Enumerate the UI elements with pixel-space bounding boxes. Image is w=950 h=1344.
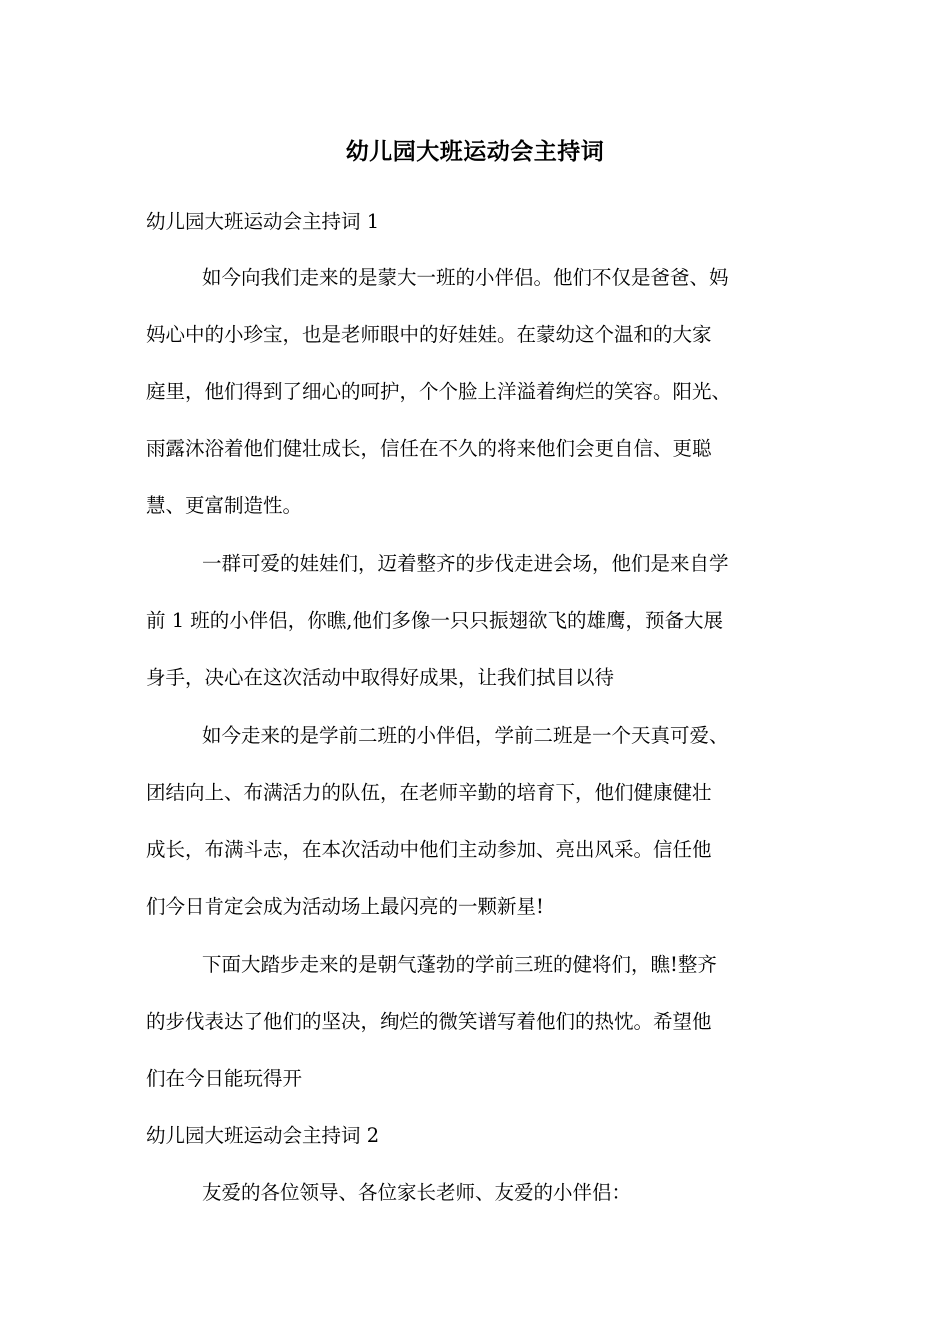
text-line: 友爱的各位领导、各位家长老师、友爱的小伴侣： <box>202 1181 632 1204</box>
text-line: 们今日肯定会成为活动场上最闪亮的一颗新星! <box>146 895 544 918</box>
text-line: 慧、更富制造性。 <box>146 494 303 517</box>
text-line: 成长，布满斗志，在本次活动中他们主动参加、亮出风采。信任他 <box>146 838 712 861</box>
text-line: 如今走来的是学前二班的小伴侣，学前二班是一个天真可爱、 <box>202 724 729 747</box>
page-title: 幼儿园大班运动会主持词 <box>345 138 605 165</box>
text-line: 前 1 班的小伴侣，你瞧,他们多像一只只振翅欲飞的雄鹰，预备大展 <box>146 609 724 632</box>
text-line: 妈心中的小珍宝，也是老师眼中的好娃娃。在蒙幼这个温和的大家 <box>146 323 712 346</box>
text-line: 的步伐表达了他们的坚决，绚烂的微笑谱写着他们的热忱。希望他 <box>146 1010 712 1033</box>
text-line: 雨露沐浴着他们健壮成长，信任在不久的将来他们会更自信、更聪 <box>146 437 712 460</box>
text-line: 团结向上、布满活力的队伍，在老师辛勤的培育下，他们健康健壮 <box>146 781 712 804</box>
text-line: 身手，决心在这次活动中取得好成果，让我们拭目以待 <box>146 666 615 689</box>
section-heading-2: 幼儿园大班运动会主持词 2 <box>146 1124 380 1147</box>
section-heading-1: 幼儿园大班运动会主持词 1 <box>146 210 380 233</box>
text-line: 如今向我们走来的是蒙大一班的小伴侣。他们不仅是爸爸、妈 <box>202 266 729 289</box>
text-line: 一群可爱的娃娃们，迈着整齐的步伐走进会场，他们是来自学 <box>202 552 729 575</box>
text-line: 下面大踏步走来的是朝气蓬勃的学前三班的健将们，瞧!整齐 <box>202 953 717 976</box>
text-line: 们在今日能玩得开 <box>146 1067 303 1090</box>
text-line: 庭里，他们得到了细心的呵护，个个脸上洋溢着绚烂的笑容。阳光、 <box>146 380 732 403</box>
